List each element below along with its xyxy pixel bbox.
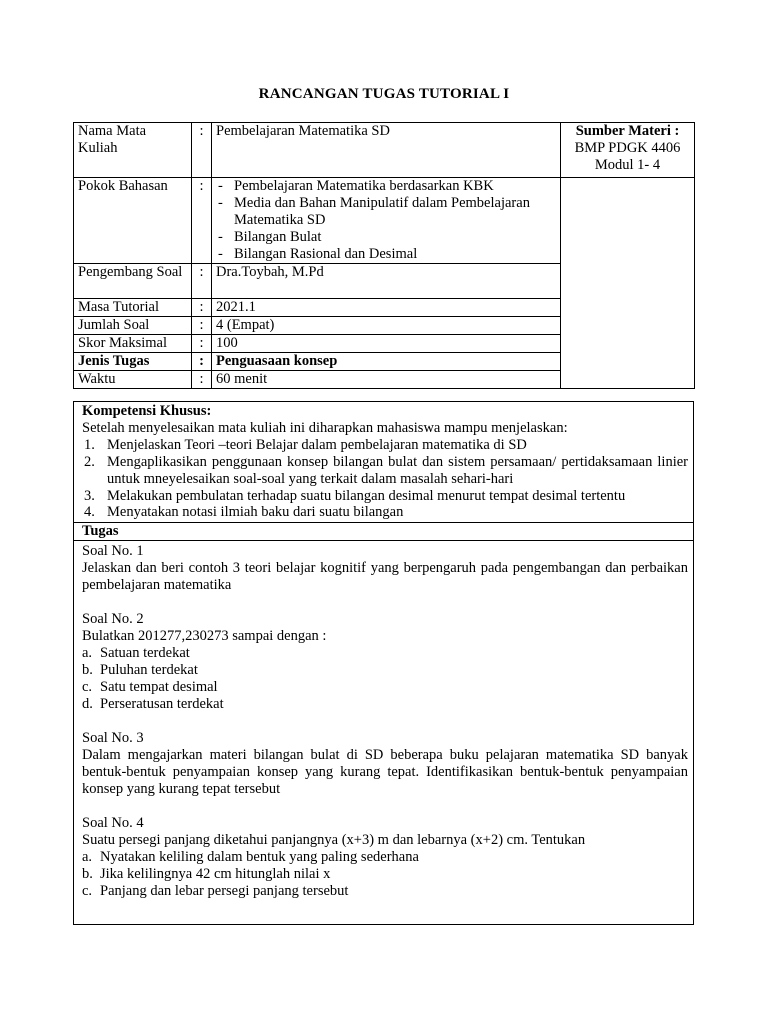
soal-3-title: Soal No. 3 bbox=[82, 730, 144, 747]
soal-2-option bbox=[82, 662, 688, 679]
item-text: Melakukan pembulatan terhadap suatu bilangan desimal menurut tempat desimal tertentu bbox=[107, 487, 626, 504]
option-text: Satu tempat desimal bbox=[100, 679, 218, 696]
item-number: 3. bbox=[84, 487, 95, 504]
pokok-bahasan-list bbox=[216, 178, 556, 263]
pengembang-value: Dra.Toybah, M.Pd bbox=[212, 264, 561, 299]
tugas-heading: Tugas bbox=[74, 523, 693, 541]
soal-2-text: Bulatkan 201277,230273 sampai dengan : bbox=[82, 628, 327, 645]
pokok-bahasan-item: - Bilangan Bulat bbox=[216, 229, 556, 246]
pokok-bahasan-value bbox=[212, 178, 561, 264]
kompetensi-heading: Kompetensi Khusus: bbox=[82, 403, 212, 419]
waktu-value: 60 menit bbox=[212, 371, 561, 389]
colon: : bbox=[192, 123, 212, 178]
masa-tutorial-label: Masa Tutorial bbox=[74, 299, 192, 317]
option-text: Perseratusan terdekat bbox=[100, 696, 224, 713]
item-text: Menjelaskan Teori –teori Belajar dalam pembelajaran matematika di SD bbox=[107, 436, 527, 453]
option-letter: b. bbox=[82, 866, 93, 883]
waktu-label: Waktu bbox=[74, 371, 192, 389]
kompetensi-intro: Setelah menyelesaikan mata kuliah ini diharapkan mahasiswa mampu menjelaskan: bbox=[82, 419, 568, 436]
course-info-table bbox=[73, 122, 695, 389]
option-letter: b. bbox=[82, 662, 93, 679]
soal-2-options bbox=[82, 645, 688, 713]
sumber-materi-cell bbox=[561, 123, 695, 178]
soal-2-option bbox=[82, 679, 688, 696]
colon: : bbox=[192, 371, 212, 389]
jumlah-soal-value: 4 (Empat) bbox=[212, 317, 561, 335]
colon: : bbox=[192, 353, 212, 371]
skor-maksimal-value: 100 bbox=[212, 335, 561, 353]
soal-4-options bbox=[82, 849, 688, 900]
kompetensi-list bbox=[82, 437, 688, 522]
kompetensi-section bbox=[74, 402, 693, 523]
empty-cell bbox=[561, 178, 695, 389]
document-title: RANCANGAN TUGAS TUTORIAL I bbox=[258, 86, 510, 102]
colon: : bbox=[192, 178, 212, 264]
soal-1-text: Jelaskan dan beri contoh 3 teori belajar kognitif yang berpengaruh pada pengembangan dan perbaikan pembelajaran matematika bbox=[82, 560, 688, 594]
option-letter: a. bbox=[82, 645, 93, 662]
masa-tutorial-value: 2021.1 bbox=[212, 299, 561, 317]
option-text: Nyatakan keliling dalam bentuk yang paling sederhana bbox=[100, 849, 419, 866]
item-number: 1. bbox=[84, 436, 95, 453]
item-number: 4. bbox=[84, 504, 95, 521]
kompetensi-item bbox=[82, 488, 688, 505]
jenis-tugas-value: Penguasaan konsep bbox=[212, 353, 561, 371]
soal-2-option bbox=[82, 696, 688, 713]
soal-4-option bbox=[82, 849, 688, 866]
colon: : bbox=[192, 264, 212, 299]
soal-2-option bbox=[82, 645, 688, 662]
jenis-tugas-label: Jenis Tugas bbox=[74, 353, 192, 371]
soal-4-option bbox=[82, 883, 688, 900]
option-letter: a. bbox=[82, 849, 93, 866]
colon: : bbox=[192, 335, 212, 353]
kompetensi-item bbox=[82, 504, 688, 521]
option-letter: c. bbox=[82, 883, 93, 900]
tugas-section bbox=[74, 541, 693, 900]
jumlah-soal-label: Jumlah Soal bbox=[74, 317, 192, 335]
sumber-materi-label: Sumber Materi : bbox=[575, 123, 680, 139]
soal-4-text: Suatu persegi panjang diketahui panjangnya (x+3) m dan lebarnya (x+2) cm. Tentukan bbox=[82, 832, 586, 849]
option-text: Puluhan terdekat bbox=[100, 662, 198, 679]
sumber-materi-line1: BMP PDGK 4406 bbox=[574, 140, 681, 156]
option-text: Panjang dan lebar persegi panjang tersebut bbox=[100, 883, 349, 900]
soal-1-title: Soal No. 1 bbox=[82, 543, 144, 560]
option-text: Satuan terdekat bbox=[100, 645, 190, 662]
soal-2-title: Soal No. 2 bbox=[82, 611, 144, 628]
item-text: Menyatakan notasi ilmiah baku dari suatu bilangan bbox=[107, 504, 404, 521]
pokok-bahasan-item: - Bilangan Rasional dan Desimal bbox=[216, 246, 556, 263]
pokok-bahasan-label: Pokok Bahasan bbox=[74, 178, 192, 264]
option-text: Jika kelilingnya 42 cm hitunglah nilai x bbox=[100, 866, 331, 883]
soal-4-title: Soal No. 4 bbox=[82, 815, 144, 832]
colon: : bbox=[192, 317, 212, 335]
kompetensi-item bbox=[82, 437, 688, 454]
pokok-bahasan-item: - Pembelajaran Matematika berdasarkan KBK bbox=[216, 178, 556, 195]
item-text: Mengaplikasikan penggunaan konsep bilangan bulat dan sistem persamaan/ pertidaksamaan linier untuk mneyelesaikan soal-soal yang terkait dalam masalah sehari-hari bbox=[107, 453, 688, 487]
option-letter: d. bbox=[82, 696, 93, 713]
pengembang-label: Pengembang Soal bbox=[74, 264, 192, 299]
option-letter: c. bbox=[82, 679, 93, 696]
soal-3-text: Dalam mengajarkan materi bilangan bulat di SD beberapa buku pelajaran matematika SD banyak bentuk-bentuk penyampaian konsep yang kurang tepat. Identifikasikan bentuk-bentuk penyampaian konsep yang kurang tepat tersebut bbox=[82, 747, 688, 798]
kompetensi-item bbox=[82, 454, 688, 488]
pokok-bahasan-item: - Media dan Bahan Manipulatif dalam Pembelajaran Matematika SD bbox=[216, 195, 556, 229]
sumber-materi-line2: Modul 1- 4 bbox=[594, 157, 661, 173]
mata-kuliah-value: Pembelajaran Matematika SD bbox=[212, 123, 561, 178]
colon: : bbox=[192, 299, 212, 317]
kompetensi-tugas-box bbox=[73, 401, 694, 925]
item-number: 2. bbox=[84, 453, 95, 470]
soal-4-option bbox=[82, 866, 688, 883]
skor-maksimal-label: Skor Maksimal bbox=[74, 335, 192, 353]
mata-kuliah-label: Nama Mata Kuliah bbox=[74, 123, 192, 178]
